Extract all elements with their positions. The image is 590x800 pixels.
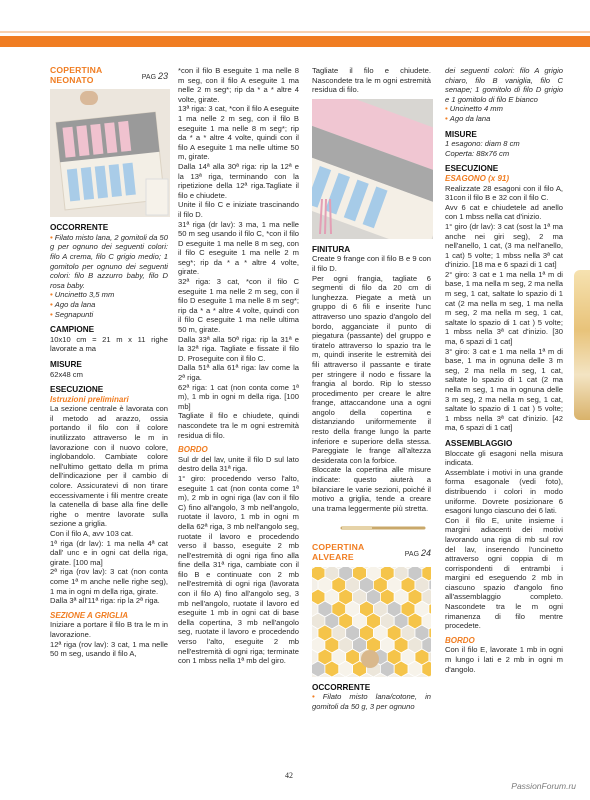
- row-instruction: Dalla 51ª alla 61ª riga: lav come la 2ª riga.: [178, 363, 299, 382]
- row-instruction: Dalla 14ª alla 30ª riga: rip la 12ª e la 13ª riga, terminando con la ripetizione della 12ª riga.Tagliate il filo e chiudete.: [178, 161, 299, 200]
- material-item: • Ago da lana: [445, 114, 563, 124]
- size-heading-2: MISURE: [445, 129, 477, 139]
- material-item: • Uncinetto 4 mm: [445, 104, 563, 114]
- body-paragraph: Tagliate il filo e chiudete, quindi nascondete tra le m ogni estremità residua di filo.: [178, 411, 299, 440]
- material-item: • Segnapunti: [50, 310, 168, 320]
- hexagon-motif: [408, 661, 422, 677]
- size-text: 62x48 cm: [50, 369, 83, 379]
- row-instruction: 2ª riga (rov lav): 3 cat (non conta come 1ª m anche nelle righe seg), 1 ma in ogni m della riga, girate.: [50, 567, 168, 596]
- hexagon-motif: [394, 661, 408, 677]
- crochet-hook-image: [312, 515, 431, 541]
- grid-subheading: SEZIONE A GRIGLIA: [50, 610, 129, 620]
- row-instruction: 62ª riga: 1 cat (non conta come 1ª m), 1 mb in ogni m della riga. [100 mb]: [178, 382, 299, 411]
- page-ref: PAG 23: [141, 71, 168, 81]
- blanket-detail-illustration: [312, 99, 433, 239]
- column-4: [445, 66, 563, 674]
- row-instruction: 32ª riga: 3 cat, *con il filo C eseguite 1 ma nelle 2 m seg, con il filo D eseguite 1 ma nelle 8 m seg*; rip da * a * altre 4 volte, quindi con il filo C eseguite 1 ma nelle ultima 50 m, girate.: [178, 277, 299, 335]
- hexagon-motif: [339, 661, 353, 677]
- row-instruction: 12ª riga (rov lav): 3 cat, 1 ma nelle 50 m seg, usando il filo A,: [50, 639, 168, 659]
- border-subheading: BORDO: [178, 445, 208, 455]
- hexagon-blanket-illustration: [312, 567, 431, 677]
- round-instruction: 3° giro: 3 cat e 1 ma nella 1ª m di base, 1 ma in ognuna delle 3 m seg, 2 ma nella m seg, 1 cat, saltate lo spazio di 1 cat (2 ma nella m seg, 1 ma in ognuna delle 3 m seg, 2 ma nella m seg, 1 cat, saltate lo spazio di 1 cat ) 5 volte; 1 mbss nella 3ª cat d'inizio. [42 ma, 6 spazi di 1 cat]: [445, 346, 563, 433]
- blanket-photo: [50, 89, 170, 217]
- teddy-bear-shape: [361, 650, 379, 668]
- round-instruction: 1° giro: procedendo verso l'alto, eseguite 1 cat (non conta come 1ª m), 2 mb in ogni riga (lav con il filo C) fino all'angolo, 3 mb nell'angolo, ruotate il lavoro, 1 mb in ogni m della 62ª riga, 3 mb nell'angolo seg, ruotate il lavoro e procedendo verso il basso, eseguite 2 mb nell'estremità di ogni riga fino alla fine della 31ª riga, cambiate con il filo B e continuate con 2 mb nell'estremità di ogni riga (lavorata con il filo A) fino all'angolo seg, 3 mb nell'angolo, ruotate il lavoro ed eseguite 1 mb in ogni cat di base della copertina, 3 mb nell'angolo seg, ruotate il lavoro e procedendo verso l'alto, eseguite 2 mb nell'estremità di ogni riga; terminate con 1 mbss nella 1ª mb del giro.: [178, 473, 299, 666]
- column-1: [50, 66, 168, 659]
- material-item: • Filato misto lana, 2 gomitoli da 50 g per ognuno dei seguenti colori: filo A crema, filo C grigio medio; 1 gomitolo per ognuno dei seguenti colori: filo B azzurro baby, filo D rosa baby.: [50, 233, 168, 291]
- body-paragraph: Iniziare a portare il filo B tra le m in lavorazione.: [50, 620, 168, 639]
- toy-shape: [80, 91, 98, 105]
- material-item: dei seguenti colori: filo A grigio chiaro, filo B vaniglia, filo C senape; 1 gomitolo di filo D grigio e 1 gomitolo di filo E bianco: [445, 66, 563, 104]
- body-paragraph: Realizzate 28 esagoni con il filo A, 31con il filo B e 32 con il filo C.: [445, 183, 563, 203]
- size-heading: MISURE: [50, 359, 82, 369]
- row-instruction: Dalla 33ª alla 50ª riga: rip la 31ª e la 32ª riga. Tagliate e fissate il filo D. Proseguite con il filo C.: [178, 334, 299, 363]
- body-paragraph: Con il filo E, unite insieme i margini adiacenti dei motivi lavorando una riga di mb sul rov del lav, inserendo l'uncinetto attraverso ogni coppia di m corrispondenti di entrambi i margini ed eseguendo 2 mb in ciascuno spazio d'angolo fino all'assemblaggio completo. Nascondete tra le m ogni rimanenza di filo mentre procedete.: [445, 515, 563, 631]
- side-photo-edge: [574, 270, 590, 420]
- top-orange-bar: [0, 36, 590, 47]
- body-paragraph: Per ogni frangia, tagliate 6 segmenti di filo da 20 cm di lunghezza. Piegate a metà un gruppo di 6 fili e inserite l'unc attraverso uno spazio d'angolo del bordo, agganciate il punto di piegatura (passante) del gruppo e tiratelo attraverso lo spazio tra le m, quindi inserite le estremità dei fili attraverso il passante e tirate per stringere il nodo e fissare la frangia al bordo. Rip lo stesso procedimento per creare le altre frange, attaccandone una a ogni angolo della copertina e distanziando uniformemente il resto della frange lungo la parte inferiore e superiore della stessa. Pareggiate le frange all'altezza desiderata con la forbice.: [312, 273, 431, 465]
- execution-heading: ESECUZIONE: [50, 385, 104, 395]
- body-paragraph: Con il filo E, lavorate 1 mb in ogni m lungo i lati e 2 mb in ogni m d'angolo.: [445, 645, 563, 674]
- body-paragraph: Bloccate gli esagoni nella misura indicata.: [445, 448, 563, 468]
- material-item: • Filato misto lana/cotone, in gomitoli da 50 g, 3 per ognuno: [312, 692, 431, 711]
- body-paragraph: Create 9 frange con il filo B e 9 con il filo D.: [312, 254, 431, 273]
- row-instruction: 31ª riga (dr lav): 3 ma, 1 ma nelle 50 m seg usando il filo C, *con il filo D eseguite 1 ma nelle 8 m seg, con il filo C eseguite 1 ma nelle 2 m seg*; rip da * a * altre 4 volte, girate.: [178, 219, 299, 277]
- crochet-hook-icon: [312, 515, 431, 541]
- row-instruction: Dalla 3ª all'11ª riga: rip la 2ª riga.: [50, 596, 160, 606]
- border-subheading-2: BORDO: [445, 635, 475, 645]
- finishing-heading: FINITURA: [312, 244, 351, 254]
- column-3: [312, 66, 431, 711]
- section-title: COPERTINA NEONATO: [50, 65, 103, 85]
- round-instruction: 2° giro: 3 cat e 1 ma nella 1ª m di base, 1 ma nella m seg, 2 ma nella m seg, 1 cat, saltate lo spazio di 1 cat (2 ma nella m seg, 1 ma nella m seg, 2 ma nella m seg, 1 cat, saltate lo spazio di 1 cat ) 5 volte; 1 mbss nella 3ª cat d'inizio. [30 ma, 6 spazi di 1 cat]: [445, 269, 563, 347]
- body-paragraph: Tagliate il filo e chiudete. Nascondete tra le m ogni estremità residua di filo.: [312, 66, 431, 95]
- materials-heading: OCCORRENTE: [50, 223, 109, 233]
- blanket-detail-photo: [312, 99, 433, 239]
- page-number: 42: [285, 771, 293, 780]
- row-instruction: 13ª riga: 3 cat, *con il filo A eseguite 1 ma nelle 2 m seg, con il filo B eseguite 1 ma nelle 8 m seg*; rip da * a * altre 4 volte, quindi con il filo A eseguite 1 ma nelle ultime 50 m, girate.: [178, 104, 299, 162]
- execution-heading-2: ESECUZIONE: [445, 164, 499, 174]
- body-paragraph: *con il filo B eseguite 1 ma nelle 8 m seg, con il filo A eseguite 1 ma nelle 2 m seg*; rip da * a * altre 4 volte, girate.: [178, 66, 299, 104]
- hexagon-subheading: ESAGONO (x 91): [445, 173, 510, 183]
- row-instruction: 1ª riga (dr lav): 1 ma nella 4ª cat dall' unc e in ogni cat della riga, girate. [100 ma]: [50, 538, 168, 567]
- assembly-heading: ASSEMBLAGGIO: [445, 438, 513, 448]
- column-2: [178, 66, 299, 666]
- gauge-text: 10x10 cm = 21 m x 11 righe lavorate a ma: [50, 334, 168, 354]
- top-stripe: [0, 31, 590, 33]
- blanket-illustration: [50, 89, 170, 217]
- body-paragraph: Sul dr del lav, unite il filo D sul lato destro della 31ª riga.: [178, 454, 299, 474]
- material-item: • Uncinetto 3,5 mm: [50, 290, 168, 300]
- hexagon-blanket-photo: [312, 567, 431, 677]
- body-paragraph: La sezione centrale è lavorata con il metodo ad arazzo, ossia portando il filo con il colore inutilizzato attraverso le m in lavorazione con il nuovo colore, inglobandolo. Cambiate colore nell'ultimo gettato della m prima dell'indicazione per il cambio di colore. Assicuratevi di non tirare eccessivamente i fili mentre create la catenella di base alla fine delle righe o mentre lavorate sulla sezione a griglia.: [50, 404, 168, 529]
- body-paragraph: Assemblate i motivi in una grande forma esagonale (vedi foto), distribuendo i colori in modo uniforme. Dovrete posizionare 6 esagoni lungo ciascuno dei 6 lati.: [445, 467, 563, 516]
- page-ref-2: PAG 24: [404, 548, 431, 559]
- section-title-2: COPERTINA ALVEARE: [312, 542, 365, 562]
- gauge-heading: CAMPIONE: [50, 325, 95, 335]
- body-paragraph: Bloccate la copertina alle misure indicate: questo aiuterà a bilanciare le varie sezioni, poiché il motivo a griglia, tende a creare una trama leggermente più stretta.: [312, 465, 431, 513]
- materials-heading-2: OCCORRENTE: [312, 682, 371, 692]
- round-instruction: 1° giro (dr lav): 3 cat (sost la 1ª ma anche nei giri seg), 2 ma nell'anello, 1 cat, (3 ma nell'anello, 1 cat) 5 volte; 1 mbss nella 3ª cat d'inizio. [18 ma e 6 spazi di 1 cat]: [445, 221, 563, 270]
- hexagon-motif: [325, 661, 339, 677]
- body-paragraph: Avv 6 cat e chiudetele ad anello con 1 mbss nella cat d'inizio.: [445, 202, 563, 222]
- body-paragraph: Con il filo A, avv 103 cat.: [50, 529, 134, 538]
- material-item: • Ago da lana: [50, 300, 168, 310]
- watermark-footer: PassionForum.ru: [511, 781, 576, 791]
- size-text: 1 esagono: diam 8 cm: [445, 139, 520, 149]
- instructions-subheading: Istruzioni preliminari: [50, 394, 129, 404]
- size-text: Coperta: 88x76 cm: [445, 148, 510, 158]
- hexagon-motif: [380, 661, 394, 677]
- body-paragraph: Unite il filo C e iniziate trascinando il filo D.: [178, 200, 299, 219]
